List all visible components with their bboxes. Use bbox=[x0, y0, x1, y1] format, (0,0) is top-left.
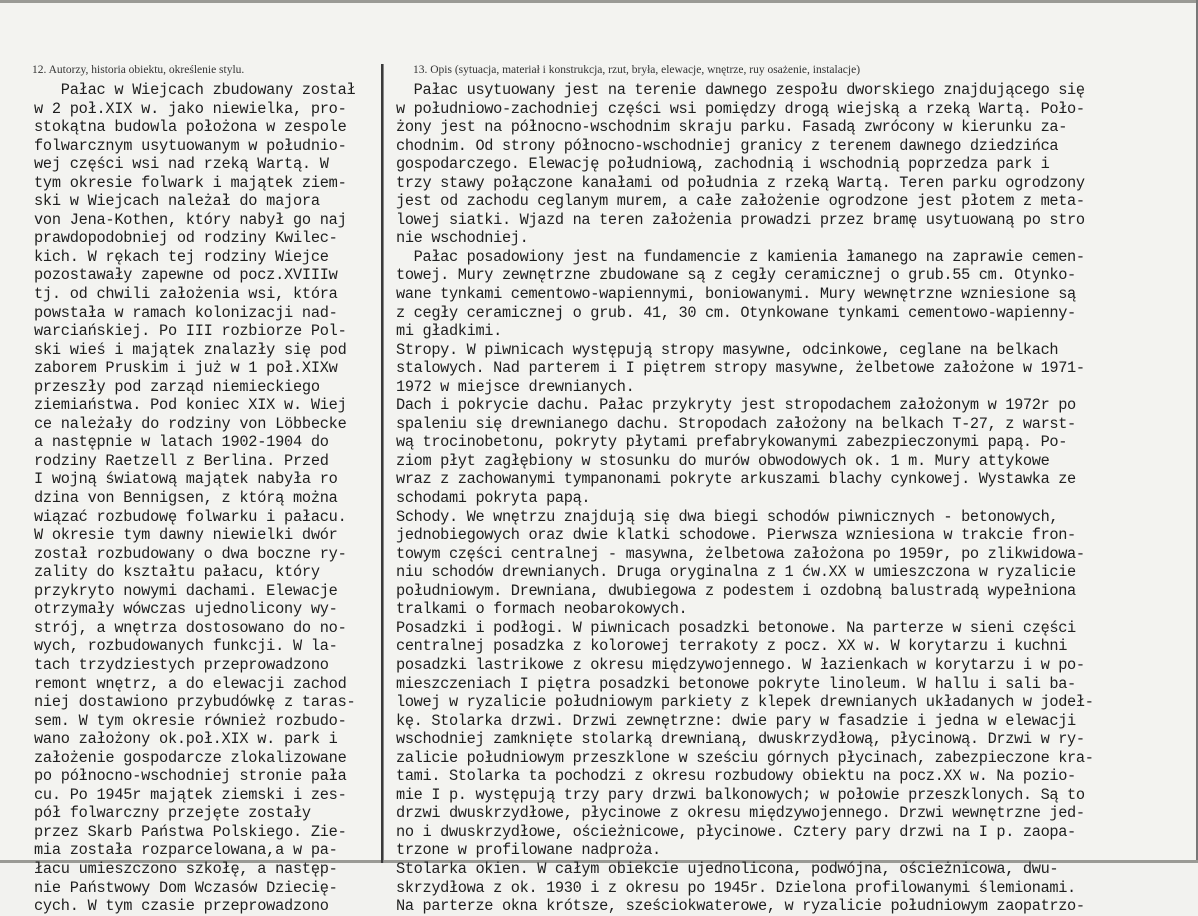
description-text-line: centralnej posadzka z kolorowej terrakoty z pocz. XX w. W korytarzu i kuchni bbox=[396, 637, 1068, 656]
description-text-line: w południowo-zachodniej części wsi pomiędzy drogą wiejską a rzeką Wartą. Poło- bbox=[396, 99, 1085, 118]
history-text-line: dzina von Bennigsen, z którą można bbox=[34, 489, 338, 508]
description-text-line: wane tynkami cementowo-wapiennymi, boniowanymi. Mury wewnętrzne wzniesione są bbox=[396, 285, 1076, 304]
description-text-line: towej. Mury zewnętrzne zbudowane są z cegły ceramicznej o grub.55 cm. Otynko- bbox=[396, 266, 1076, 285]
history-text-line: łacu umieszczono szkołę, a następ- bbox=[34, 859, 338, 878]
history-text-line: W okresie tym dawny niewielki dwór bbox=[34, 526, 338, 545]
description-text-line: schodami pokryta papą. bbox=[396, 489, 591, 508]
description-text-line: mieszczeniach I piętra posadzki betonowe pokryte linoleum. W hallu i sali ba- bbox=[396, 674, 1076, 693]
section-12-heading: 12. Autorzy, historia obiektu, określenie stylu. bbox=[32, 64, 245, 76]
history-text-line: cych. W tym czasie przeprowadzono bbox=[34, 897, 329, 916]
description-text-line: Dach i pokrycie dachu. Pałac przykryty jest stropodachem założonym w 1972r po bbox=[396, 396, 1076, 415]
history-text-line: Pałac w Wiejcach zbudowany został bbox=[34, 81, 356, 99]
description-text-line: mi gładkimi. bbox=[396, 322, 502, 341]
column-divider-shadow bbox=[383, 64, 384, 863]
description-text-line: zalicie południowym przeszklone w sześciu górnych płycinach, zabezpieczone kra- bbox=[396, 748, 1094, 767]
history-text-line: przeszły pod zarząd niemieckiego bbox=[34, 377, 320, 396]
description-text-line: nie wschodniej. bbox=[396, 229, 529, 248]
history-text-line: tym okresie folwark i majątek ziem- bbox=[34, 173, 347, 192]
description-text-line: Pałac posadowiony jest na fundamencie z kamienia łamanego na zaprawie cemen- bbox=[396, 247, 1085, 266]
description-text-line: z cegły ceramicznej o grub. 41, 30 cm. Otynkowane tynkami cementowo-wapienny- bbox=[396, 303, 1076, 322]
description-text-line: ziom płyt zagłębiony w stosunku do murów obwodowych ok. 1 m. Mury attykowe bbox=[396, 451, 1050, 470]
history-text-line: ski wieś i majątek znalazły się pod bbox=[34, 340, 347, 359]
history-text-line: prawdopodobniej od rodziny Kwilec- bbox=[34, 229, 338, 248]
description-text-column bbox=[396, 81, 1194, 916]
history-text-line: wych, rozbudowanych funkcji. W la- bbox=[34, 637, 338, 656]
history-text-line: kich. W rękach tej rodziny Wiejce bbox=[34, 247, 329, 266]
description-text-line: 1972 w miejsce drewnianych. bbox=[396, 377, 635, 396]
description-text-line: trzone w profilowane nadproża. bbox=[396, 841, 661, 860]
history-text-line: zality do kształtu pałacu, który bbox=[34, 563, 320, 582]
history-text-line: mia została rozparcelowana,a w pa- bbox=[34, 841, 338, 860]
history-text-line: folwarcznym usytuowanym w południo- bbox=[34, 136, 347, 155]
history-text-line: przykryto nowymi dachami. Elewacje bbox=[34, 581, 338, 600]
history-text-line: po północno-wschodniej stronie pała bbox=[34, 767, 347, 786]
history-text-line: ski w Wiejcach należał do majora bbox=[34, 192, 320, 211]
description-text-line: skrzydłowa z ok. 1930 i z okresu po 1945r. Dzielona profilowanymi ślemionami. bbox=[396, 878, 1076, 897]
history-text-line: remont wnętrz, a do elewacji zachod bbox=[34, 674, 347, 693]
history-text-line: sem. W tym okresie również rozbudo- bbox=[34, 711, 347, 730]
history-text-line: ziemiaństwa. Pod koniec XIX w. Wiej bbox=[34, 396, 347, 415]
history-text-line: warciańskiej. Po III rozbiorze Pol- bbox=[34, 322, 347, 341]
description-text-line: lowej siatki. Wjazd na teren założenia prowadzi przez bramę usytuowaną po stro bbox=[396, 210, 1085, 229]
history-text-line: wiązać rozbudowę folwarku i pałacu. bbox=[34, 507, 347, 526]
description-text-line: no i dwuskrzydłowe, ościeżnicowe, płycinowe. Cztery pary drzwi na I p. zaopa- bbox=[396, 822, 1076, 841]
history-text-line: stokątna budowla położona w zespole bbox=[34, 118, 347, 137]
history-text-line: niej dostawiono przybudówkę z taras- bbox=[34, 693, 356, 712]
description-text-line: gospodarczego. Elewację południową, zachodnią i wschodnią poprzedza park i bbox=[396, 155, 1050, 174]
description-text-line: Posadzki i podłogi. W piwnicach posadzki betonowe. Na parterze w sieni części bbox=[396, 618, 1076, 637]
description-text-line: stalowych. Nad parterem i I piętrem stropy masywne, żelbetowe założone w 1971- bbox=[396, 359, 1085, 378]
history-text-line: wano założony ok.poł.XIX w. park i bbox=[34, 730, 338, 749]
history-text-line: ce należały do rodziny von Löbbecke bbox=[34, 414, 347, 433]
description-text-line: tami. Stolarka ta pochodzi z okresu rozbudowy obiektu na pocz.XX w. Na pozio- bbox=[396, 767, 1076, 786]
history-text-line: strój, a wnętrza dostosowano do no- bbox=[34, 618, 347, 637]
history-text-line: tj. od chwili założenia wsi, która bbox=[34, 285, 338, 304]
history-text-line: pozostawały zapewne od pocz.XVIIIw bbox=[34, 266, 338, 285]
history-text-line: powstała w ramach kolonizacji nad- bbox=[34, 303, 338, 322]
description-text-line: Na parterze okna krótsze, sześciokwaterowe, w ryzalicie południowym zaopatrzo- bbox=[396, 897, 1085, 916]
history-text-line: otrzymały wówczas ujednolicony wy- bbox=[34, 600, 338, 619]
section-13-heading: 13. Opis (sytuacja, materiał i konstrukcja, rzut, bryła, elewacje, wnętrze, ruy osażenie, instalacje) bbox=[413, 64, 861, 76]
description-text-line: niu schodów drewnianych. Druga oryginalna z 1 ćw.XX w umieszczona w ryzalicie bbox=[396, 563, 1076, 582]
description-text-line: Stropy. W piwnicach występują stropy masywne, odcinkowe, ceglane na belkach bbox=[396, 340, 1059, 359]
page-edge-top bbox=[0, 0, 1198, 3]
description-text-line: drzwi dwuskrzydłowe, płycinowe z okresu międzywojennego. Drzwi wewnętrzne jed- bbox=[396, 804, 1085, 823]
description-text-line: spaleniu się drewnianego dachu. Stropodach założony na belkach T-27, z warst- bbox=[396, 414, 1076, 433]
description-text-line: towym części centralnej - masywna, żelbetowa założona po 1959r, po zlikwidowa- bbox=[396, 544, 1085, 563]
description-text-line: wraz z zachowanymi tympanonami pokryte arkuszami blachy cynkowej. Wystawka ze bbox=[396, 470, 1076, 489]
description-text-line: południowym. Drewniana, dwubiegowa z podestem i ozdobną balustradą wypełniona bbox=[396, 581, 1076, 600]
description-text-line: mie I p. występują trzy pary drzwi balkonowych; w połowie przeszklonych. Są to bbox=[396, 785, 1085, 804]
description-text-line: wschodniej zamknięte stolarką drewnianą, dwuskrzydłową, płycinową. Drzwi w ry- bbox=[396, 730, 1085, 749]
description-text-line: lowej w ryzalicie południowym parkiety z klepek drewnianych układanych w jodeł- bbox=[396, 693, 1094, 712]
history-text-line: I wojną światową majątek nabyła ro bbox=[34, 470, 338, 489]
history-text-line: rodziny Raetzell z Berlina. Przed bbox=[34, 451, 329, 470]
history-text-line: nie Państwowy Dom Wczasów Dziecię- bbox=[34, 878, 338, 897]
description-text-line: żony jest na północno-wschodnim skraju parku. Fasadą zwrócony w kierunku za- bbox=[396, 118, 1068, 137]
description-text-line: Schody. We wnętrzu znajdują się dwa biegi schodów piwnicznych - betonowych, bbox=[396, 507, 1059, 526]
history-text-line: von Jena-Kothen, który nabył go naj bbox=[34, 210, 347, 229]
history-text-line: przez Skarb Państwa Polskiego. Zie- bbox=[34, 822, 347, 841]
history-text-line: cu. Po 1945r majątek ziemski i zes- bbox=[34, 785, 347, 804]
history-text-line: w 2 poł.XIX w. jako niewielka, pro- bbox=[34, 99, 347, 118]
history-text-line: założenie gospodarcze zlokalizowane bbox=[34, 748, 347, 767]
description-text-line: posadzki lastrikowe z okresu międzywojennego. W łazienkach w korytarzu i w po- bbox=[396, 655, 1085, 674]
description-text-line: trzy stawy połączone kanałami od południa z rzeką Wartą. Teren parku ogrodzony bbox=[396, 173, 1085, 192]
description-text-line: chodnim. Od strony północno-wschodniej granicy z terenem dawnego dziedzińca bbox=[396, 136, 1059, 155]
description-text-line: tralkami o formach neobarokowych. bbox=[396, 600, 688, 619]
history-text-line: pół folwarczny przejęte zostały bbox=[34, 804, 311, 823]
history-text-line: a następnie w latach 1902-1904 do bbox=[34, 433, 329, 452]
description-text-line: Pałac usytuowany jest na terenie dawnego zespołu dworskiego znajdującego się bbox=[396, 81, 1085, 99]
history-text-line: został rozbudowany o dwa boczne ry- bbox=[34, 544, 347, 563]
history-text-line: tach trzydziestych przeprowadzono bbox=[34, 655, 329, 674]
history-text-line: wej części wsi nad rzeką Wartą. W bbox=[34, 155, 329, 174]
history-text-line: zaborem Pruskim i już w 1 poł.XIXw bbox=[34, 359, 338, 378]
description-text-line: jest od zachodu ceglanym murem, a całe założenie ogrodzone jest płotem z meta- bbox=[396, 192, 1085, 211]
history-text-column bbox=[34, 81, 380, 916]
description-text-line: kę. Stolarka drzwi. Drzwi zewnętrzne: dwie pary w fasadzie i jedna w elewacji bbox=[396, 711, 1076, 730]
description-text-line: jednobiegowych oraz dwie klatki schodowe. Pierwsza wzniesiona w trakcie fron- bbox=[396, 526, 1076, 545]
description-text-line: wą trocinobetonu, pokryty płytami prefabrykowanymi zabezpieczonymi papą. Po- bbox=[396, 433, 1068, 452]
description-text-line: Stolarka okien. W całym obiekcie ujednolicona, podwójna, ościeżnicowa, dwu- bbox=[396, 859, 1059, 878]
